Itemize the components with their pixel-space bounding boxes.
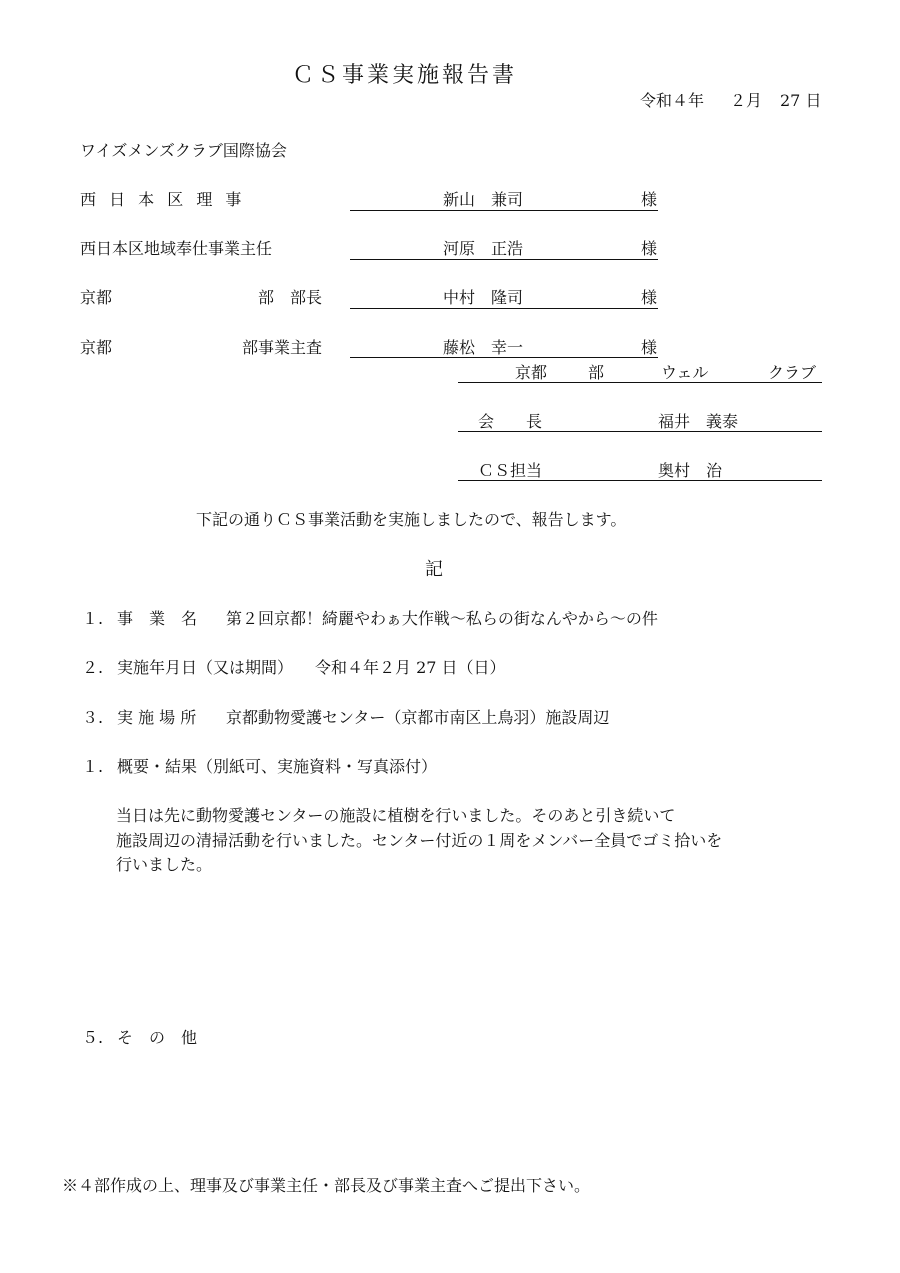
summary-line: 当日は先に動物愛護センターの施設に植樹を行いました。そのあと引き続いて [116,806,676,825]
recipient-name: 新山 兼司 [443,190,524,209]
recipient-role: 部 部長 [258,288,323,307]
item-value: 第２回京都！綺麗やわぁ大作戦～私らの街なんやから～の件 [226,609,658,628]
recipient-underline [350,259,658,260]
recipient-underline [350,210,658,211]
date-day: 27 日 [780,91,822,110]
date-month: ２月 [730,91,763,110]
item-number: １. [82,757,104,776]
recipient-role: 西日本区地域奉仕事業主任 [80,239,273,258]
recipient-role-prefix: 京都 [80,338,113,357]
item-label: 事 業 名 [117,609,198,628]
sender-underline [458,480,822,481]
cs-officer-label: ＣＳ担当 [478,461,543,480]
item-label: 概要・結果（別紙可、実施資料・写真添付） [117,757,438,776]
sender-club-name: ウェル [661,363,709,382]
item-label: 実施年月日（又は期間） [117,658,294,677]
footnote: ※４部作成の上、理事及び事業主任・部長及び事業主査へご提出下さい。 [62,1176,591,1195]
recipient-name: 中村 隆司 [443,288,524,307]
item-label: 実 施 場 所 [117,708,197,727]
recipient-name: 藤松 幸一 [443,338,524,357]
recipient-name: 河原 正浩 [443,239,524,258]
item-value: 京都動物愛護センター（京都市南区上鳥羽）施設周辺 [226,708,610,727]
item-number: ３. [82,708,104,727]
sender-underline [458,382,822,383]
item-number: ２. [82,658,104,677]
other-label: そ の 他 [117,1028,198,1047]
recipient-honorific: 様 [641,239,658,258]
sender-underline [458,431,822,432]
recipient-role-prefix: 京都 [80,288,113,307]
sender-club-suffix: クラブ [768,363,817,382]
ki-heading: 記 [425,559,443,580]
organization-name: ワイズメンズクラブ国際協会 [80,141,287,160]
item-number: １. [82,609,104,628]
recipient-role: 西 日 本 区 理 事 [80,190,246,209]
recipient-role: 部事業主査 [242,338,323,357]
document-title: ＣＳ事業実施報告書 [292,63,518,88]
intro-text: 下記の通りＣＳ事業活動を実施しましたので、報告します。 [196,510,627,529]
recipient-underline [350,357,658,358]
president-name: 福井 義泰 [658,412,739,431]
recipient-underline [350,308,658,309]
recipient-honorific: 様 [641,190,658,209]
date-era: 令和４年 [640,91,705,110]
sender-section: 部 [588,363,605,382]
recipient-honorific: 様 [641,338,658,357]
cs-officer-name: 奥村 治 [658,461,723,480]
recipient-honorific: 様 [641,288,658,307]
summary-line: 施設周辺の清掃活動を行いました。センター付近の１周をメンバー全員でゴミ拾いを [116,831,723,850]
summary-line: 行いました。 [116,855,213,874]
other-number: ５. [82,1028,104,1047]
sender-city: 京都 [515,363,548,382]
president-label: 会 長 [478,412,543,431]
item-value: 令和４年２月 27 日（日） [315,658,506,677]
